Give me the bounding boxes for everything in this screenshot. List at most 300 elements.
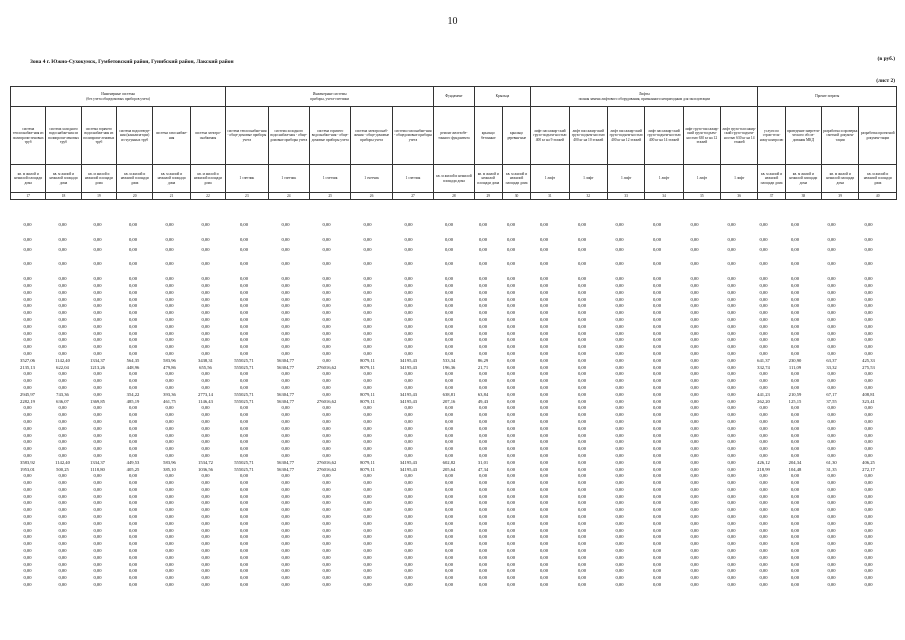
table-cell: 0,00 — [363, 432, 372, 438]
table-cell: 0,00 — [165, 582, 174, 588]
table-cell: 0,00 — [577, 378, 587, 384]
table-cell: 0,00 — [790, 486, 800, 492]
table-cell: 0,00 — [93, 378, 102, 384]
table-cell: 0,00 — [652, 459, 662, 465]
column-number-23: 39 — [822, 193, 859, 200]
table-cell: 0,00 — [615, 316, 624, 322]
table-cell: 63,84 — [477, 391, 489, 397]
column-unit-15: 1 лифт — [531, 165, 569, 193]
table-cell: 0,00 — [58, 412, 67, 418]
table-cell: 0,00 — [652, 330, 662, 336]
table-cell: 0,00 — [615, 350, 624, 356]
table-cell: 0,00 — [615, 418, 624, 424]
table-cell: 0,00 — [58, 405, 67, 411]
column-number-13: 29 — [474, 193, 502, 200]
table-cell: 0,00 — [404, 412, 413, 418]
table-cell: 218,99 — [757, 466, 770, 472]
table-row — [10, 562, 897, 569]
table-cell: 0,00 — [93, 384, 102, 390]
table-cell: 0,00 — [165, 261, 174, 267]
table-cell: 0,00 — [827, 575, 836, 581]
table-cell: 0,00 — [478, 222, 488, 227]
table-cell: 0,00 — [404, 323, 413, 329]
column-header-21: услуги по строи-тель-ному контролю — [758, 107, 785, 165]
table-cell: 0,00 — [790, 418, 800, 424]
table-cell: 0,00 — [128, 568, 138, 574]
table-cell: 0,00 — [201, 473, 210, 479]
table-cell: 0,00 — [577, 364, 587, 370]
table-cell: 0,00 — [128, 412, 138, 418]
table-cell: 0,00 — [201, 520, 210, 526]
table-row — [10, 439, 897, 446]
column-unit-24: кв. м жилой и нежилой площади дома — [859, 165, 897, 193]
table-cell: 0,00 — [790, 344, 800, 350]
table-cell: 0,00 — [539, 337, 549, 343]
table-cell: 0,00 — [239, 296, 249, 302]
table-cell: 0,00 — [201, 330, 210, 336]
table-cell: 0,00 — [128, 480, 138, 486]
table-cell: 0,00 — [404, 289, 413, 295]
table-cell: 0,00 — [539, 466, 549, 472]
table-cell: 0,00 — [506, 364, 516, 370]
table-cell: 0,00 — [790, 222, 800, 227]
table-cell: 0,00 — [478, 568, 488, 574]
table-cell: 0,00 — [652, 520, 662, 526]
table-cell: 0,00 — [539, 534, 549, 540]
table-cell: 0,00 — [444, 418, 454, 424]
table-cell: 0,00 — [759, 282, 768, 288]
table-cell: 2135,13 — [20, 364, 35, 370]
table-cell: 0,00 — [790, 527, 800, 533]
column-unit-12: кв. м жилой и нежилой площади дома — [434, 165, 474, 193]
table-cell: 0,00 — [93, 236, 102, 242]
table-cell: 0,00 — [652, 480, 662, 486]
table-cell: 37,55 — [826, 398, 837, 404]
table-cell: 743,36 — [56, 391, 69, 397]
table-cell: 0,00 — [727, 561, 736, 567]
table-cell: 0,00 — [759, 425, 768, 431]
table-row — [10, 283, 897, 290]
table-cell: 0,00 — [478, 527, 488, 533]
table-cell: 0,00 — [827, 514, 836, 520]
table-cell: 0,00 — [58, 303, 67, 309]
table-cell: 0,00 — [281, 452, 290, 458]
table-cell: 0,00 — [759, 452, 768, 458]
column-number-15: 31 — [531, 193, 569, 200]
table-cell: 0,00 — [322, 412, 331, 418]
table-cell: 0,00 — [404, 486, 413, 492]
table-cell: 0,00 — [322, 514, 331, 520]
table-cell: 0,00 — [201, 405, 210, 411]
table-cell: 0,00 — [444, 384, 454, 390]
table-cell: 0,00 — [322, 344, 331, 350]
table-cell: 8079,11 — [360, 357, 375, 363]
column-unit-8: 1 счетчик — [268, 165, 309, 193]
table-cell: 0,00 — [506, 276, 516, 282]
table-cell: 0,00 — [539, 296, 549, 302]
column-header-19: лифт грузо-пассажир-ский грузо-подъем-ностью 630 кг на 12 этажей — [683, 107, 720, 165]
table-cell: 0,00 — [615, 236, 624, 242]
table-cell: 0,00 — [239, 480, 249, 486]
table-cell: 0,00 — [23, 330, 32, 336]
table-cell: 0,00 — [404, 493, 413, 499]
column-header-10: система электроснаб-жения - обще-домовые приборы учета — [351, 107, 392, 165]
table-cell: 0,00 — [239, 412, 249, 418]
table-cell: 0,00 — [690, 432, 699, 438]
table-cell: 0,00 — [128, 575, 138, 581]
table-cell: 0,00 — [444, 425, 454, 431]
column-unit-2: кв. м жилой и нежилой площади дома — [46, 165, 81, 193]
table-cell: 0,00 — [363, 323, 372, 329]
table-cell: 0,00 — [128, 527, 138, 533]
table-cell: 0,00 — [322, 582, 331, 588]
table-cell: 0,00 — [239, 514, 249, 520]
table-cell: 0,00 — [690, 520, 699, 526]
table-cell: 0,00 — [322, 350, 331, 356]
table-cell: 0,00 — [404, 330, 413, 336]
table-cell: 0,00 — [201, 384, 210, 390]
column-header-11: система газоснабже-ния - общедомовые приборы учета — [392, 107, 433, 165]
table-cell: 0,00 — [58, 534, 67, 540]
table-cell: 0,00 — [478, 480, 488, 486]
table-cell: 0,00 — [404, 316, 413, 322]
table-cell: 0,00 — [506, 446, 516, 452]
table-cell: 0,00 — [58, 282, 67, 288]
table-cell: 0,00 — [93, 330, 102, 336]
table-cell: 0,00 — [444, 412, 454, 418]
table-row — [10, 247, 897, 254]
table-cell: 0,00 — [539, 541, 549, 547]
table-cell: 0,00 — [577, 480, 587, 486]
table-cell: 0,00 — [615, 323, 624, 329]
table-cell: 583,96 — [163, 357, 176, 363]
table-cell: 0,00 — [577, 222, 587, 227]
table-cell: 0,00 — [727, 289, 736, 295]
table-cell: 0,00 — [690, 303, 699, 309]
table-cell: 0,00 — [239, 418, 249, 424]
table-cell: 0,00 — [404, 439, 413, 445]
table-cell: 1334,37 — [90, 357, 105, 363]
table-cell: 0,00 — [759, 246, 768, 252]
table-cell: 0,00 — [577, 432, 587, 438]
table-row — [10, 487, 897, 494]
table-cell: 0,00 — [790, 514, 800, 520]
table-cell: 0,00 — [577, 357, 587, 363]
table-cell: 0,00 — [652, 412, 662, 418]
table-cell: 0,00 — [727, 303, 736, 309]
table-cell: 0,00 — [615, 222, 624, 227]
table-cell: 8079,11 — [360, 398, 375, 404]
column-header-2: система холодного водоснабже-ния из полипропи-леновых труб — [46, 107, 81, 165]
table-cell: 0,00 — [759, 575, 768, 581]
table-row — [10, 261, 897, 268]
table-cell: 0,00 — [539, 507, 549, 513]
table-cell: 0,00 — [652, 303, 662, 309]
table-cell: 0,00 — [827, 568, 836, 574]
table-cell: 196,36 — [442, 364, 456, 370]
table-cell: 0,00 — [506, 452, 516, 458]
table-cell: 0,00 — [506, 357, 516, 363]
table-cell: 0,00 — [23, 246, 32, 252]
table-cell: 0,00 — [690, 459, 699, 465]
table-cell: 0,00 — [759, 323, 768, 329]
table-cell: 0,00 — [404, 350, 413, 356]
table-cell: 0,00 — [539, 520, 549, 526]
table-cell: 0,00 — [93, 289, 102, 295]
table-cell: 0,00 — [93, 371, 102, 377]
page-number: 10 — [447, 16, 458, 27]
table-cell: 0,00 — [759, 446, 768, 452]
table-cell: 0,00 — [727, 439, 736, 445]
table-cell: 0,00 — [727, 412, 736, 418]
table-cell: 0,00 — [322, 323, 331, 329]
table-cell: 0,00 — [727, 554, 736, 560]
table-cell: 0,00 — [58, 452, 67, 458]
table-cell: 0,00 — [363, 412, 372, 418]
table-cell: 0,00 — [577, 323, 587, 329]
table-cell: 0,00 — [322, 493, 331, 499]
table-cell: 0,00 — [539, 412, 549, 418]
table-cell: 0,00 — [864, 493, 873, 499]
table-cell: 0,00 — [577, 568, 587, 574]
table-cell: 0,00 — [165, 568, 174, 574]
table-cell: 0,00 — [58, 310, 67, 316]
table-cell: 0,00 — [506, 344, 516, 350]
table-cell: 0,00 — [690, 236, 699, 242]
table-cell: 0,00 — [239, 246, 249, 252]
table-cell: 0,00 — [577, 405, 587, 411]
table-cell: 0,00 — [759, 412, 768, 418]
zone-title: Зона 4 г. Южно-Сухокумск, Гумбетовский район, Гунибский район, Лакский район — [30, 59, 234, 65]
table-cell: 0,00 — [506, 371, 516, 377]
table-cell: 0,00 — [759, 236, 768, 242]
table-cell: 1146,43 — [198, 398, 213, 404]
table-cell: 0,00 — [404, 554, 413, 560]
table-cell: 0,00 — [281, 480, 290, 486]
table-cell: 3583,92 — [20, 459, 35, 465]
table-cell: 111,09 — [788, 364, 802, 370]
table-cell: 0,00 — [58, 418, 67, 424]
table-cell: 0,00 — [690, 384, 699, 390]
table-cell: 0,00 — [23, 418, 32, 424]
table-cell: 0,00 — [478, 418, 488, 424]
table-cell: 0,00 — [58, 316, 67, 322]
table-cell: 0,00 — [864, 425, 873, 431]
table-cell: 0,00 — [239, 316, 249, 322]
table-cell: 0,00 — [539, 486, 549, 492]
table-cell: 0,00 — [444, 452, 454, 458]
table-cell: 0,00 — [790, 561, 800, 567]
table-cell: 0,00 — [239, 276, 249, 282]
table-cell: 0,00 — [827, 418, 836, 424]
table-cell: 0,00 — [58, 289, 67, 295]
table-cell: 0,00 — [322, 548, 331, 554]
table-cell: 0,00 — [281, 439, 290, 445]
table-cell: 56304,77 — [276, 357, 295, 363]
table-cell: 555025,71 — [234, 357, 254, 363]
column-header-9: система горячего водоснабже-ния - обще-домовые приборы учета — [309, 107, 350, 165]
table-cell: 0,00 — [727, 316, 736, 322]
table-cell: 0,00 — [615, 520, 624, 526]
table-cell: 0,00 — [827, 439, 836, 445]
table-cell: 0,00 — [790, 289, 800, 295]
table-cell: 0,00 — [165, 425, 174, 431]
table-cell: 0,00 — [539, 398, 549, 404]
table-cell: 0,00 — [539, 548, 549, 554]
table-cell: 0,00 — [759, 261, 768, 267]
table-cell: 0,00 — [363, 384, 372, 390]
table-cell: 0,00 — [281, 371, 290, 377]
column-number-6: 22 — [190, 193, 225, 200]
table-cell: 0,00 — [444, 514, 454, 520]
table-cell: 0,00 — [690, 418, 699, 424]
table-cell: 0,00 — [506, 439, 516, 445]
table-cell: 0,00 — [827, 378, 836, 384]
table-cell: 275,53 — [862, 364, 875, 370]
table-cell: 0,00 — [58, 582, 67, 588]
table-cell: 0,00 — [864, 296, 873, 302]
table-cell: 0,00 — [93, 310, 102, 316]
table-cell: 0,00 — [506, 236, 516, 242]
table-cell: 449,53 — [126, 459, 140, 465]
table-cell: 0,00 — [165, 222, 174, 227]
table-cell: 0,00 — [615, 514, 624, 520]
table-cell: 655,56 — [199, 364, 212, 370]
table-cell: 0,00 — [864, 500, 873, 506]
table-cell: 0,00 — [322, 303, 331, 309]
table-cell: 0,00 — [322, 316, 331, 322]
table-cell: 0,00 — [58, 575, 67, 581]
table-cell: 0,00 — [864, 561, 873, 567]
table-cell: 0,00 — [506, 568, 516, 574]
table-cell: 0,00 — [652, 541, 662, 547]
table-cell: 276016,62 — [316, 459, 337, 465]
table-cell: 0,00 — [690, 261, 699, 267]
table-cell: 0,00 — [363, 527, 372, 533]
table-cell: 0,00 — [404, 582, 413, 588]
table-cell: 0,00 — [478, 452, 488, 458]
table-cell: 0,00 — [404, 575, 413, 581]
table-cell: 0,00 — [827, 473, 836, 479]
table-cell: 0,00 — [615, 357, 624, 363]
table-cell: 0,00 — [690, 323, 699, 329]
table-cell: 0,00 — [58, 236, 67, 242]
table-cell: 33,32 — [826, 364, 837, 370]
column-number-1: 17 — [11, 193, 46, 200]
table-cell: 0,00 — [128, 323, 138, 329]
table-cell: 56304,77 — [276, 391, 295, 397]
table-row — [10, 351, 897, 358]
table-cell: 0,00 — [58, 384, 67, 390]
table-cell: 0,00 — [759, 384, 768, 390]
column-header-3: система горячего водоснабже-ния из полипропи-леновых труб — [81, 107, 116, 165]
table-cell: 0,00 — [577, 261, 587, 267]
table-cell: 0,00 — [93, 480, 102, 486]
table-cell: 0,00 — [727, 323, 736, 329]
table-cell: 0,00 — [790, 282, 800, 288]
table-cell: 638,81 — [442, 391, 456, 397]
table-cell: 0,00 — [827, 316, 836, 322]
table-cell: 0,00 — [128, 418, 138, 424]
table-cell: 0,00 — [201, 222, 210, 227]
column-unit-20: 1 лифт — [721, 165, 758, 193]
table-cell: 0,00 — [93, 418, 102, 424]
table-cell: 0,00 — [93, 554, 102, 560]
table-cell: 0,00 — [539, 439, 549, 445]
table-cell: 0,00 — [652, 466, 662, 472]
table-cell: 47,34 — [477, 466, 489, 472]
table-cell: 0,00 — [759, 432, 768, 438]
table-cell: 0,00 — [201, 310, 210, 316]
table-cell: 0,00 — [615, 405, 624, 411]
table-cell: 0,00 — [539, 561, 549, 567]
table-cell: 0,00 — [23, 561, 32, 567]
table-cell: 0,00 — [23, 575, 32, 581]
table-cell: 0,00 — [281, 337, 290, 343]
table-cell: 0,00 — [444, 289, 454, 295]
table-cell: 0,00 — [759, 330, 768, 336]
table-cell: 0,00 — [239, 527, 249, 533]
table-cell: 0,00 — [727, 357, 736, 363]
table-cell: 8079,11 — [360, 466, 375, 472]
table-cell: 0,00 — [727, 520, 736, 526]
table-cell: 0,00 — [615, 432, 624, 438]
table-cell: 0,00 — [727, 384, 736, 390]
table-cell: 8079,11 — [360, 391, 375, 397]
header-table — [10, 86, 897, 200]
table-cell: 56304,77 — [276, 459, 295, 465]
table-cell: 31,35 — [826, 466, 837, 472]
table-cell: 3527,06 — [20, 357, 35, 363]
table-cell: 0,00 — [23, 548, 32, 554]
table-cell: 0,00 — [165, 452, 174, 458]
column-unit-22: кв. м жилой и нежилой площади дома — [785, 165, 821, 193]
table-row — [10, 297, 897, 304]
table-cell: 0,00 — [363, 568, 372, 574]
table-cell: 0,00 — [128, 534, 138, 540]
table-cell: 205,64 — [442, 466, 456, 472]
table-cell: 0,00 — [363, 507, 372, 513]
table-cell: 0,00 — [615, 371, 624, 377]
table-row — [10, 467, 897, 474]
table-cell: 0,00 — [404, 446, 413, 452]
table-cell: 0,00 — [790, 378, 800, 384]
table-cell: 0,00 — [506, 473, 516, 479]
table-cell: 0,00 — [577, 289, 587, 295]
table-cell: 0,00 — [239, 561, 249, 567]
table-cell: 0,00 — [759, 344, 768, 350]
table-cell: 0,00 — [239, 350, 249, 356]
table-cell: 0,00 — [539, 310, 549, 316]
table-cell: 0,00 — [478, 554, 488, 560]
table-cell: 0,00 — [690, 378, 699, 384]
table-cell: 0,00 — [128, 561, 138, 567]
table-cell: 0,00 — [615, 473, 624, 479]
table-cell: 0,00 — [615, 493, 624, 499]
table-cell: 0,00 — [363, 371, 372, 377]
table-cell: 0,00 — [577, 439, 587, 445]
table-cell: 2945,97 — [20, 391, 35, 397]
column-number-9: 25 — [309, 193, 350, 200]
table-cell: 0,00 — [201, 316, 210, 322]
table-cell: 0,00 — [506, 554, 516, 560]
table-cell: 0,00 — [864, 236, 873, 242]
table-cell: 0,00 — [322, 222, 331, 227]
group-header-engineering: Инженерные системы (без учета общедомовых приборов учета) — [11, 87, 226, 107]
table-cell: 0,00 — [652, 446, 662, 452]
table-cell: 0,00 — [506, 527, 516, 533]
table-cell: 0,00 — [93, 527, 102, 533]
